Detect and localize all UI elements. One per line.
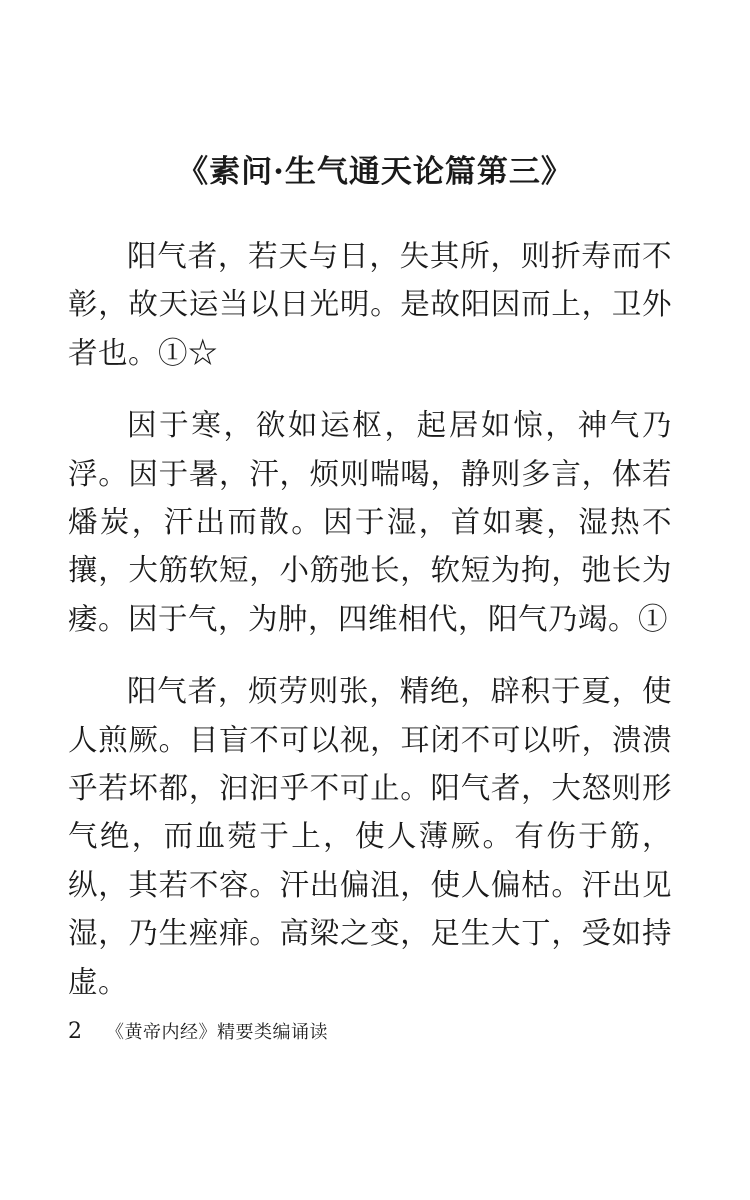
body-text (68, 232, 672, 1030)
page-footer (68, 1016, 328, 1046)
paragraph-1: 阳气者，若天与日，失其所，则折寿而不彰，故天运当以日光明。是故阳因而上，卫外者也。①☆ (68, 239, 672, 370)
page-number: 2 (68, 1019, 82, 1044)
paragraph-2: 因于寒，欲如运枢，起居如惊，神气乃浮。因于暑，汗，烦则喘喝，静则多言，体若燔炭，汗出而散。因于湿，首如裹，湿热不攘，大筋软短，小筋弛长，软短为拘，弛长为痿。因于气，为肿，四维相代，阳气乃竭。① (68, 408, 672, 636)
paragraph-3: 阳气者，烦劳则张，精绝，辟积于夏，使人煎厥。目盲不可以视，耳闭不可以听，溃溃乎若坏都，汩汩乎不可止。阳气者，大怒则形气绝，而血菀于上，使人薄厥。有伤于筋，纵，其若不容。汗出偏沮，使人偏枯。汗出见湿，乃生痤痱。高梁之变，足生大丁，受如持虚。 (68, 674, 672, 999)
section-title: 《素问·生气通天论篇第三》 (177, 154, 573, 190)
running-title: 《黄帝内经》精要类编诵读 (106, 1022, 328, 1043)
